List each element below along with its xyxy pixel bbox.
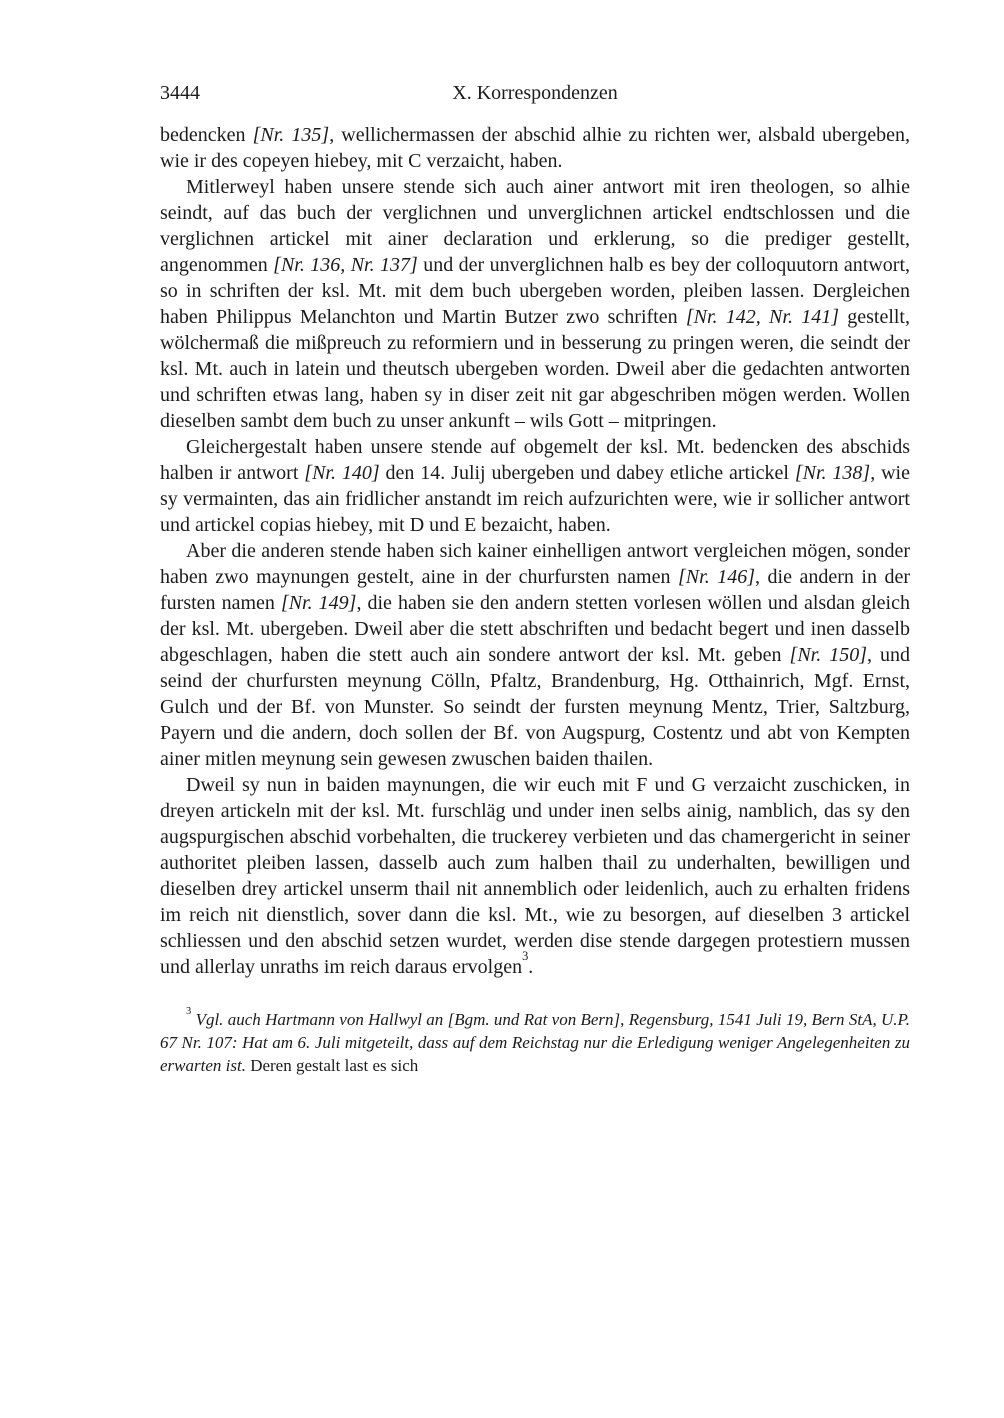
footnote bbox=[160, 1005, 910, 1077]
page-number: 3444 bbox=[160, 82, 200, 104]
text-run: den 14. Julij ubergeben und dabey etliche artickel bbox=[379, 462, 795, 484]
paragraph bbox=[160, 122, 910, 174]
text-run: , die haben sie den andern stetten vorlesen wöllen und alsdan gleich der ksl. Mt. ubergeben. Dweil aber die stett abschriften und bedacht begert und inen dasselb abgeschlagen, haben die stett auch ain sondere antwort der ksl. Mt. geben bbox=[160, 592, 910, 666]
reference-italic: Vgl. auch Hartmann von Hallwyl an [Bgm. und Rat von Bern], Regensburg, 1541 Juli 19, Bern StA, U.P. 67 Nr. 107: Hat am 6. Juli mitgeteilt, dass auf dem Reichstag nur die Erledigung weniger Angelegenheiten zu erwarten ist. bbox=[160, 1010, 910, 1075]
reference-italic: [Nr. 138] bbox=[794, 462, 871, 484]
text-run: , und seind der churfursten meynung Cölln, Pfaltz, Brandenburg, Hg. Otthainrich, Mgf. Ernst, Gulch und der Bf. von Munster. So seindt der fursten meynung Mentz, Trier, Saltzburg, Payern und die andern, doch sollen der Bf. von Augspurg, Costentz und abt von Kempten ainer mitlen meynung sein gewesen zwuschen baiden thailen. bbox=[160, 644, 910, 770]
reference-italic: [Nr. 135] bbox=[252, 124, 330, 146]
text-run: , wie sy vermainten, das ain fridlicher anstandt im reich aufzurichten were, wie ir sollicher antwort und artickel copias hiebey, mit D und E bezaicht, haben. bbox=[160, 462, 910, 536]
reference-italic: [Nr. 140] bbox=[304, 462, 380, 484]
paragraph bbox=[160, 434, 910, 538]
paragraph bbox=[160, 538, 910, 772]
text-run: Aber die anderen stende haben sich kainer einhelligen antwort vergleichen mögen, sonder haben zwo maynungen gestelt, aine in der churfursten namen bbox=[160, 540, 910, 588]
footnote-marker: 3 bbox=[186, 1005, 192, 1017]
reference-italic: [Nr. 150] bbox=[789, 644, 867, 666]
footnote-marker: 3 bbox=[522, 948, 529, 963]
text-run: Dweil sy nun in baiden maynungen, die wir euch mit F und G verzaicht zuschicken, in dreyen artickeln mit der ksl. Mt. furschläg und under inen selbs ainig, namblich, das sy den augspurgischen abschid vorbehalten, die truckerey verbieten und das chamergericht in seiner authoritet pleiben lassen, dasselb auch zum halben thail zu underhalten, bewilligen und dieselben drey artickel unserm thail nit annemblich oder leidenlich, auch zu erhalten fridens im reich nit dienstlich, sover dann die ksl. Mt., wie zu besorgen, auf dieselben 3 artickel schliessen und den abschid setzen wurdet, werden dise stende dargegen protestiern mussen und allerlay unraths im reich daraus ervolgen bbox=[160, 774, 910, 978]
reference-italic: [Nr. 136, Nr. 137] bbox=[273, 254, 418, 276]
text-run: Mitlerweyl haben unsere stende sich auch ainer antwort mit iren theologen, so alhie seindt, auf das buch der verglichnen und unverglichnen artickel endtschlossen und die verglichnen artickel mit ainer declaration und erklerung, so die prediger gestellt, angenommen bbox=[160, 176, 910, 276]
text-run: und der unverglichnen halb es bey der colloquutorn antwort, so in schriften der ksl. Mt. mit dem buch ubergeben worden, pleiben lassen. Dergleichen haben Philippus Melanchton und Martin Butzer zwo schriften bbox=[160, 254, 911, 328]
text-column bbox=[160, 80, 910, 1077]
paragraph bbox=[160, 174, 910, 434]
text-run: Gleichergestalt haben unsere stende auf obgemelt der ksl. Mt. bedencken des abschids halben ir antwort bbox=[160, 436, 910, 484]
text-run: gestellt, wölchermaß die mißpreuch zu reformiern und in besserung zu pringen weren, die seindt der ksl. Mt. auch in latein und theutsch ubergeben worden. Dweil aber die gedachten antworten und schriften etwas lang, haben sy in diser zeit nit gar abgeschriben mögen werden. Wollen dieselben sambt dem buch zu unser ankunft – wils Gott – mitpringen. bbox=[160, 306, 910, 432]
page-header bbox=[160, 80, 910, 106]
running-title: X. Korrespondenzen bbox=[452, 82, 618, 104]
body-paragraphs bbox=[160, 122, 910, 980]
reference-italic: [Nr. 142, Nr. 141] bbox=[685, 306, 839, 328]
reference-italic: [Nr. 146] bbox=[678, 566, 755, 588]
text-run: , wellichermassen der abschid alhie zu richten wer, alsbald ubergeben, wie ir des copeyen hiebey, mit C verzaicht, haben. bbox=[160, 124, 910, 172]
reference-italic: [Nr. 149] bbox=[280, 592, 357, 614]
text-run: bedencken bbox=[160, 124, 253, 146]
text-run: . bbox=[528, 956, 534, 978]
text-run: , die andern in der fursten namen bbox=[160, 566, 910, 614]
text-run: Deren gestalt last es sich bbox=[245, 1056, 419, 1075]
paragraph bbox=[160, 772, 910, 980]
